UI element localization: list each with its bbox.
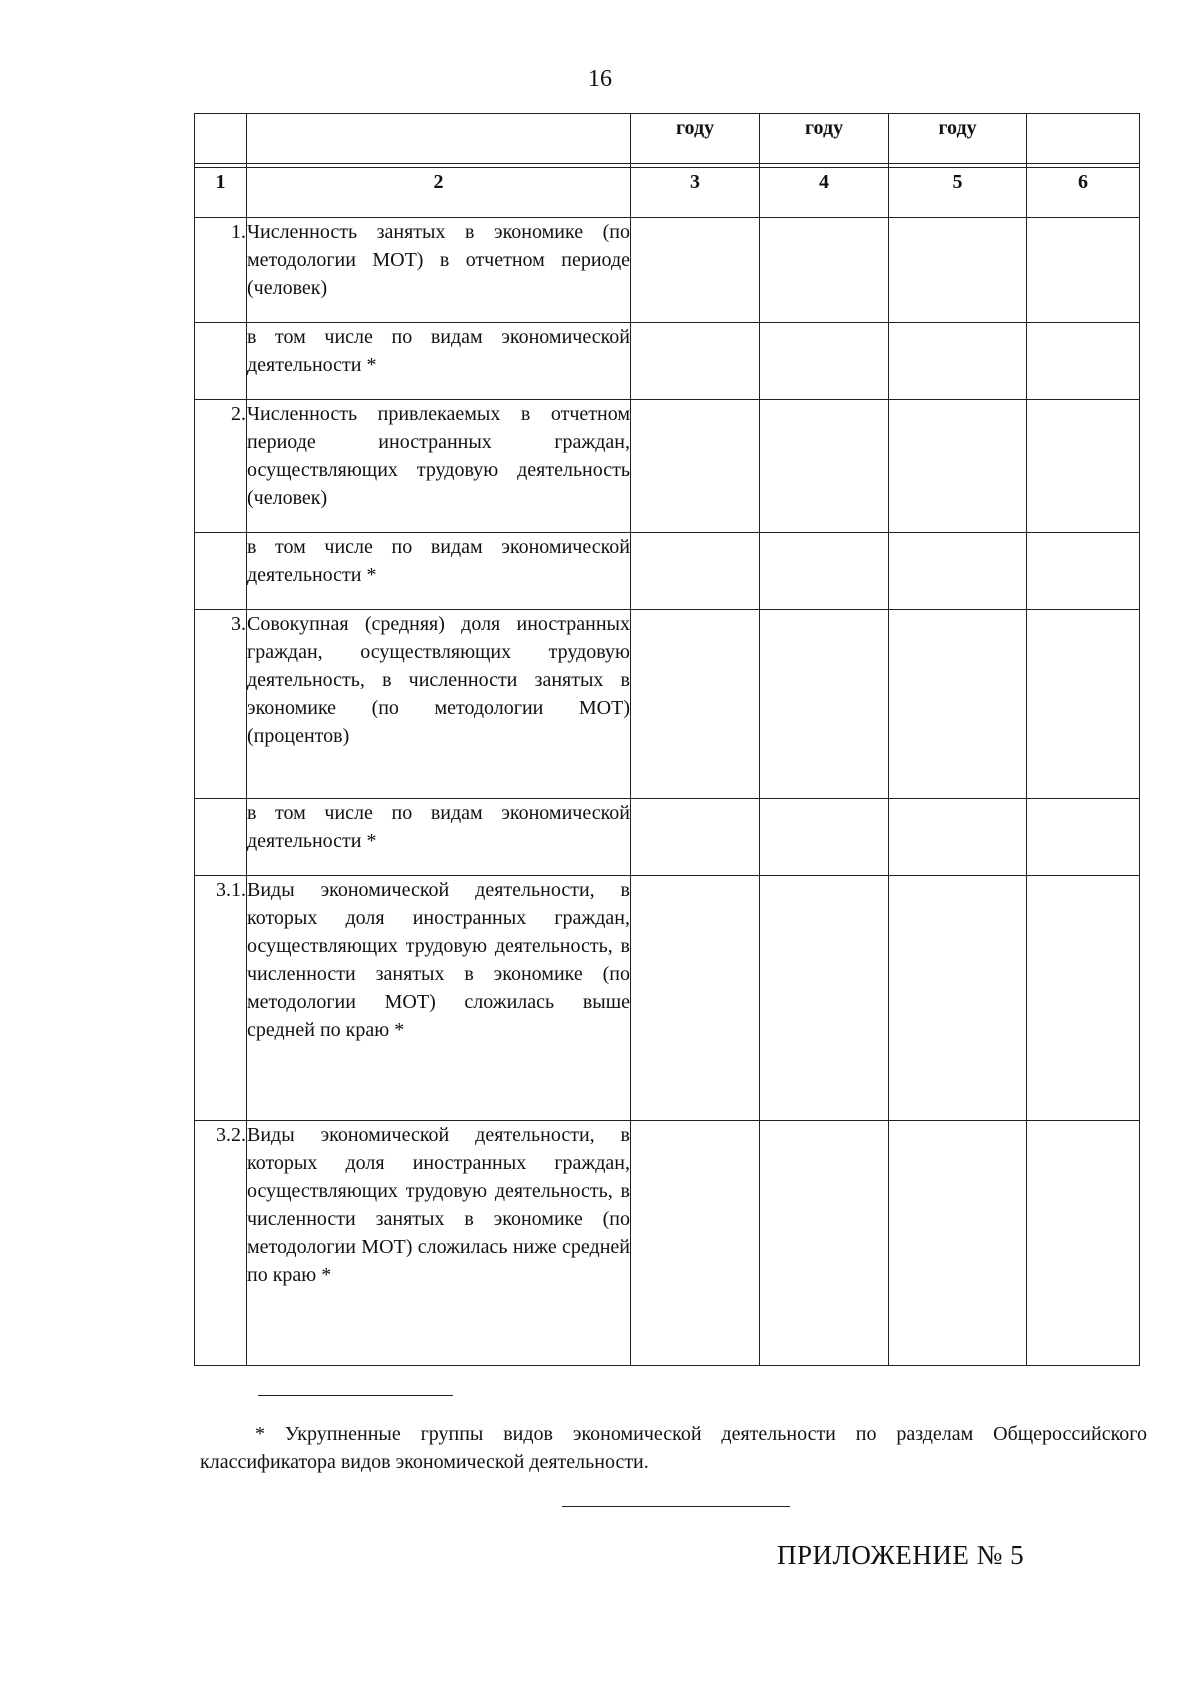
table-row: [195, 323, 1140, 400]
header-cell-6: [1027, 114, 1140, 164]
column-number: 1: [195, 168, 247, 218]
appendix-title: ПРИЛОЖЕНИЕ № 5: [777, 1540, 1025, 1570]
column-number-row: [195, 168, 1140, 218]
value-cell: [1027, 400, 1140, 533]
row-indicator-text: Численность занятых в экономике (по методологии МОТ) в отчетном периоде (человек): [247, 218, 631, 323]
value-cell: [760, 1121, 889, 1366]
column-number: 6: [1027, 168, 1140, 218]
value-cell: [631, 1121, 760, 1366]
value-cell: [889, 323, 1027, 400]
value-cell: [1027, 876, 1140, 1121]
row-number: 2.: [195, 400, 247, 533]
value-cell: [1027, 533, 1140, 610]
row-indicator-text: в том числе по видам экономической деятельности *: [247, 533, 631, 610]
table-row: [195, 1121, 1140, 1366]
header-cell-1: [195, 114, 247, 164]
column-number: 4: [760, 168, 889, 218]
column-number: 5: [889, 168, 1027, 218]
value-cell: [631, 799, 760, 876]
value-cell: [889, 533, 1027, 610]
value-cell: [760, 876, 889, 1121]
header-cell-5: году: [889, 114, 1027, 164]
table-row: [195, 876, 1140, 1121]
table-row: [195, 533, 1140, 610]
footnote-divider: [258, 1395, 453, 1396]
value-cell: [1027, 323, 1140, 400]
value-cell: [889, 799, 1027, 876]
row-number: 1.: [195, 218, 247, 323]
row-indicator-text: в том числе по видам экономической деятельности *: [247, 799, 631, 876]
header-cell-2: [247, 114, 631, 164]
page-number: 16: [588, 66, 612, 92]
row-indicator-text: Совокупная (средняя) доля иностранных граждан, осуществляющих трудовую деятельность, в численности занятых в экономике (по методологии МОТ) (процентов): [247, 610, 631, 799]
table-row: [195, 799, 1140, 876]
value-cell: [760, 218, 889, 323]
value-cell: [631, 533, 760, 610]
value-cell: [631, 323, 760, 400]
row-indicator-text: Численность привлекаемых в отчетном периоде иностранных граждан, осуществляющих трудовую деятельность (человек): [247, 400, 631, 533]
value-cell: [760, 400, 889, 533]
value-cell: [1027, 218, 1140, 323]
value-cell: [760, 323, 889, 400]
value-cell: [760, 533, 889, 610]
value-cell: [631, 218, 760, 323]
value-cell: [760, 799, 889, 876]
value-cell: [631, 876, 760, 1121]
row-number: [195, 533, 247, 610]
value-cell: [889, 218, 1027, 323]
indicators-table: [194, 113, 1140, 1366]
value-cell: [1027, 610, 1140, 799]
year-header-row: [195, 114, 1140, 164]
value-cell: [631, 400, 760, 533]
row-indicator-text: Виды экономической деятельности, в которых доля иностранных граждан, осуществляющих трудовую деятельность, в численности занятых в экономике (по методологии МОТ) сложилась ниже средней по краю *: [247, 1121, 631, 1366]
column-number: 2: [247, 168, 631, 218]
header-cell-4: году: [760, 114, 889, 164]
value-cell: [889, 1121, 1027, 1366]
value-cell: [1027, 799, 1140, 876]
value-cell: [760, 610, 889, 799]
value-cell: [889, 400, 1027, 533]
header-cell-3: году: [631, 114, 760, 164]
row-number: 3.1.: [195, 876, 247, 1121]
row-number: 3.: [195, 610, 247, 799]
row-number: [195, 799, 247, 876]
end-divider: [562, 1506, 790, 1507]
table-row: [195, 218, 1140, 323]
row-indicator-text: Виды экономической деятельности, в которых доля иностранных граждан, осуществляющих трудовую деятельность, в численности занятых в экономике (по методологии МОТ) сложилась выше средней по краю *: [247, 876, 631, 1121]
footnote-text: * Укрупненные группы видов экономической деятельности по разделам Общероссийского классификатора видов экономической деятельности.: [200, 1423, 1147, 1473]
value-cell: [889, 876, 1027, 1121]
table-row: [195, 400, 1140, 533]
value-cell: [1027, 1121, 1140, 1366]
value-cell: [889, 610, 1027, 799]
table-row: [195, 610, 1140, 799]
row-indicator-text: в том числе по видам экономической деятельности *: [247, 323, 631, 400]
row-number: 3.2.: [195, 1121, 247, 1366]
column-number: 3: [631, 168, 760, 218]
value-cell: [631, 610, 760, 799]
row-number: [195, 323, 247, 400]
